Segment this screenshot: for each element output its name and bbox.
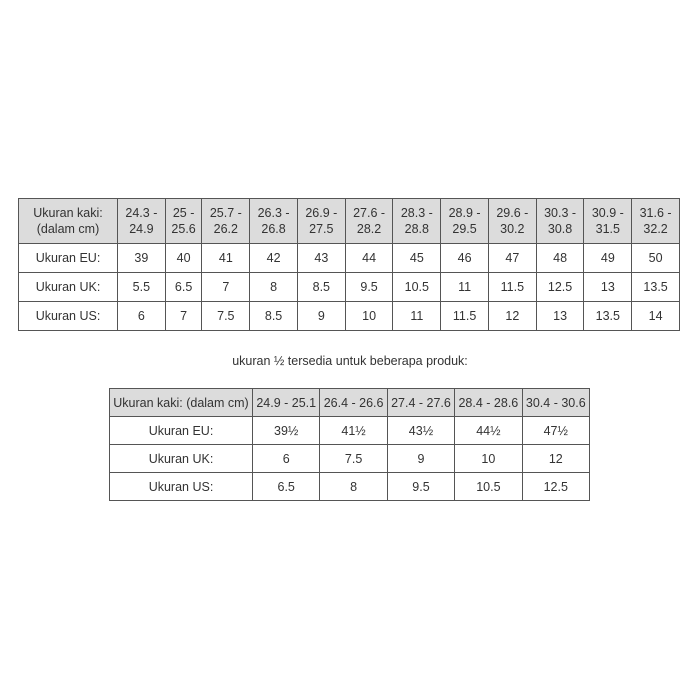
size-value-cell: 10 (345, 302, 393, 331)
foot-range-cell: 24.3 - 24.9 (118, 199, 166, 244)
size-value-cell: 7 (202, 273, 250, 302)
row-label: Ukuran UK: (110, 445, 253, 473)
size-value-cell: 48 (536, 244, 584, 273)
size-value-cell: 6.5 (165, 273, 202, 302)
size-value-cell: 8.5 (250, 302, 298, 331)
size-value-cell: 9.5 (387, 473, 454, 501)
size-value-cell: 12 (488, 302, 536, 331)
foot-range-cell: 27.4 - 27.6 (387, 389, 454, 417)
size-value-cell: 6 (253, 445, 320, 473)
size-value-cell: 12.5 (536, 273, 584, 302)
size-value-cell: 8 (250, 273, 298, 302)
size-value-cell: 6.5 (253, 473, 320, 501)
size-value-cell: 13.5 (632, 273, 680, 302)
size-value-cell: 49 (584, 244, 632, 273)
foot-range-cell: 26.3 - 26.8 (250, 199, 298, 244)
foot-range-cell: 28.4 - 28.6 (455, 389, 522, 417)
size-value-cell: 5.5 (118, 273, 166, 302)
foot-range-cell: 29.6 - 30.2 (488, 199, 536, 244)
foot-range-cell: 27.6 - 28.2 (345, 199, 393, 244)
size-value-cell: 9.5 (345, 273, 393, 302)
row-label: Ukuran US: (19, 302, 118, 331)
size-value-cell: 7 (165, 302, 202, 331)
size-value-cell: 6 (118, 302, 166, 331)
size-value-cell: 10.5 (455, 473, 522, 501)
size-value-cell: 11.5 (441, 302, 489, 331)
size-value-cell: 14 (632, 302, 680, 331)
row-label: Ukuran EU: (110, 417, 253, 445)
foot-range-cell: 26.9 - 27.5 (297, 199, 345, 244)
size-value-cell: 13.5 (584, 302, 632, 331)
size-value-cell: 47 (488, 244, 536, 273)
size-value-cell: 50 (632, 244, 680, 273)
size-value-cell: 40 (165, 244, 202, 273)
size-value-cell: 46 (441, 244, 489, 273)
size-value-cell: 39 (118, 244, 166, 273)
table-row (110, 417, 590, 445)
foot-range-cell: 30.4 - 30.6 (522, 389, 589, 417)
foot-range-cell: 28.9 - 29.5 (441, 199, 489, 244)
size-value-cell: 12.5 (522, 473, 589, 501)
foot-size-header: Ukuran kaki: (dalam cm) (110, 389, 253, 417)
table-header-row (19, 199, 680, 244)
size-value-cell: 45 (393, 244, 441, 273)
size-value-cell: 10.5 (393, 273, 441, 302)
table-row (110, 445, 590, 473)
row-label: Ukuran US: (110, 473, 253, 501)
size-value-cell: 13 (584, 273, 632, 302)
size-value-cell: 44 (345, 244, 393, 273)
table-row (19, 273, 680, 302)
size-value-cell: 7.5 (320, 445, 387, 473)
half-size-note: ukuran ½ tersedia untuk beberapa produk: (232, 354, 468, 368)
size-value-cell: 11 (441, 273, 489, 302)
foot-range-cell: 30.3 - 30.8 (536, 199, 584, 244)
size-value-cell: 44½ (455, 417, 522, 445)
foot-range-cell: 25 - 25.6 (165, 199, 202, 244)
size-value-cell: 9 (297, 302, 345, 331)
size-value-cell: 7.5 (202, 302, 250, 331)
size-value-cell: 43 (297, 244, 345, 273)
table-row (110, 473, 590, 501)
size-table-main (18, 198, 680, 331)
size-table-half (109, 388, 590, 501)
size-value-cell: 42 (250, 244, 298, 273)
size-value-cell: 8 (320, 473, 387, 501)
size-value-cell: 11 (393, 302, 441, 331)
size-value-cell: 39½ (253, 417, 320, 445)
foot-range-cell: 26.4 - 26.6 (320, 389, 387, 417)
table-row (19, 302, 680, 331)
size-value-cell: 41½ (320, 417, 387, 445)
size-value-cell: 12 (522, 445, 589, 473)
size-value-cell: 8.5 (297, 273, 345, 302)
size-value-cell: 41 (202, 244, 250, 273)
size-value-cell: 47½ (522, 417, 589, 445)
row-label: Ukuran UK: (19, 273, 118, 302)
size-value-cell: 43½ (387, 417, 454, 445)
foot-range-cell: 28.3 - 28.8 (393, 199, 441, 244)
size-value-cell: 13 (536, 302, 584, 331)
size-value-cell: 11.5 (488, 273, 536, 302)
foot-range-cell: 30.9 - 31.5 (584, 199, 632, 244)
row-label: Ukuran EU: (19, 244, 118, 273)
foot-range-cell: 31.6 - 32.2 (632, 199, 680, 244)
size-value-cell: 10 (455, 445, 522, 473)
foot-range-cell: 25.7 - 26.2 (202, 199, 250, 244)
size-value-cell: 9 (387, 445, 454, 473)
table-row (19, 244, 680, 273)
foot-range-cell: 24.9 - 25.1 (253, 389, 320, 417)
foot-size-header: Ukuran kaki: (dalam cm) (19, 199, 118, 244)
table-header-row (110, 389, 590, 417)
